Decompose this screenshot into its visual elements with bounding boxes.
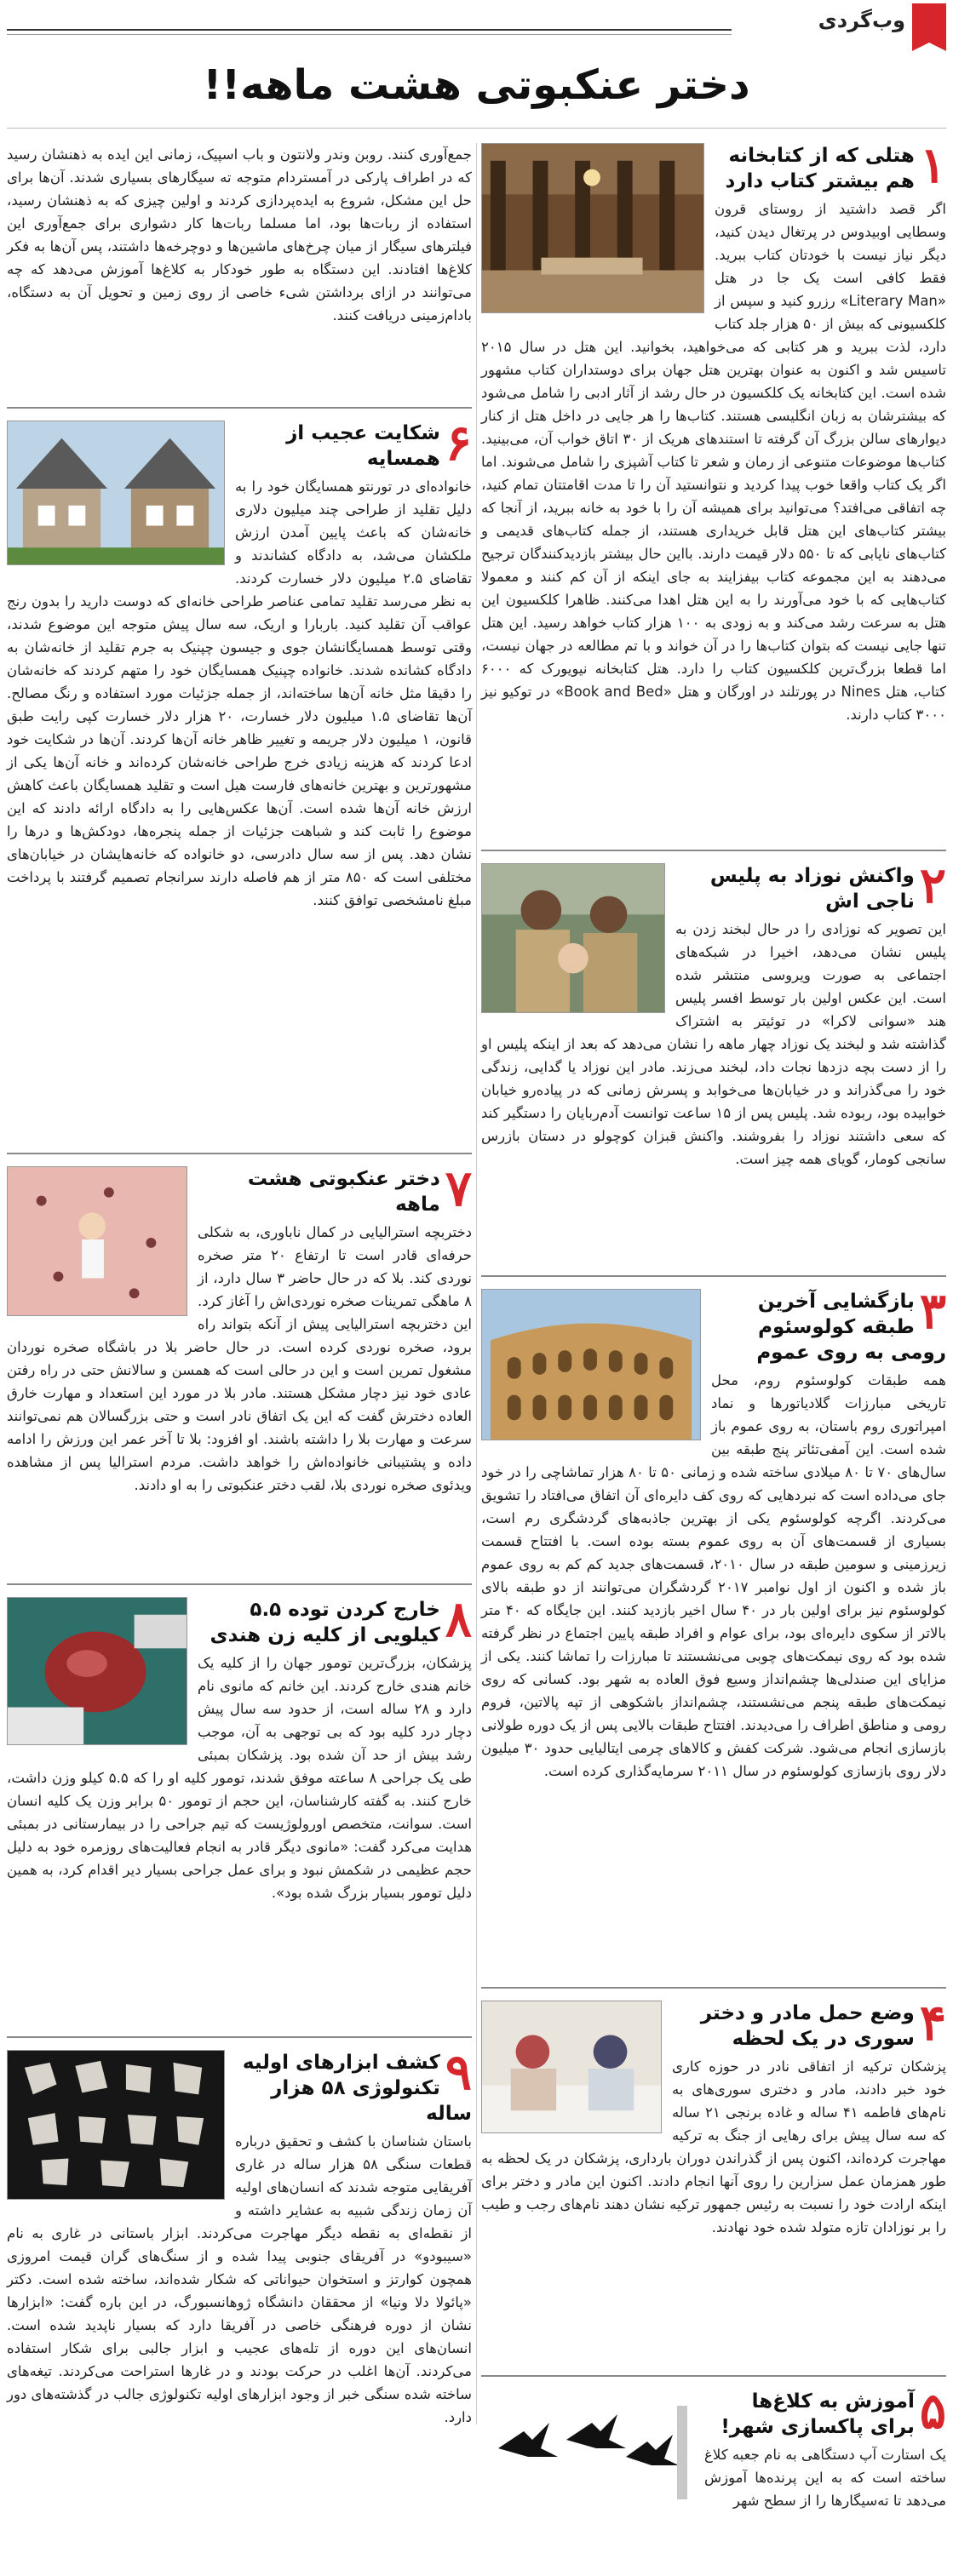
column-divider: [476, 143, 477, 2424]
story-rule: [7, 2036, 472, 2038]
story-kidney-tumor: [7, 1590, 472, 2029]
story-rule: [481, 2375, 946, 2377]
hotel-library-photo: [481, 143, 704, 313]
story-title: خارج کردن توده ۵.۵ کیلویی از کلیه زن هندی: [210, 1599, 440, 1646]
story-number: ۳: [919, 1282, 946, 1340]
story-spider-girl: [7, 1159, 473, 1577]
story-title: وضع حمل مادر و دختر سوری در یک لحظه: [700, 2002, 915, 2050]
headline-rule: [7, 128, 946, 129]
page-header: [0, 0, 953, 48]
story-number: ۹: [445, 2043, 472, 2101]
story-syrian-births: [481, 1994, 946, 2368]
story-number: ۱: [919, 136, 946, 194]
story-body: یک استارت آپ دستگاهی به نام جعبه کلاغ ساخته است که به این پرنده‌ها آموزش می‌دهد تا ته‌سیگارها را از سطح شهر: [704, 2447, 946, 2509]
story-body: دختربچه استرالیایی در کمال ناباوری، به شکلی حرفه‌ای قادر است تا ارتفاع ۲۰ متر صخره نوردی کند. بلا که در حال حاضر ۳ سال دارد، از ۸ ماهگی تمرینات صخره نوردی‌اش را آغاز کرد. این دختربچه استرالیایی پیش از آنکه بتواند راه برود، صخره نوردی کرده است. در حال حاضر بلا در باشگاه صخره نوردان مشغول تمرین است و این در حالی است که همسن و سالانش حتی در راه رفتن عادی خود نیز دچار مشکل هستند. مادر بلا در مورد این استعداد و مهارت خارق العاده دخترش گفت که این یک اتفاق نادر است و حتی بزرگسالان هم نمی‌توانند سرعت و مهارت بلا را داشته باشند. او افزود: بلا تا آخر عمر این ورزش را ادامه داده و پشتیبانی خانواده‌اش را خواهد داشت. مردم استرالیا پس از مشاهده ویدئوی صخره نوردی بلا، لقب دختر عنکبوتی را به او دادند.: [7, 1224, 473, 1493]
story-neighbor-lawsuit: [7, 414, 473, 1146]
story-rule: [481, 850, 946, 851]
story-number: ۵: [919, 2382, 946, 2440]
story-rule: [7, 1583, 472, 1585]
story-title: شکایت عجیب از همسایه: [286, 422, 440, 470]
houses-photo: [7, 421, 225, 565]
story-body: همه طبقات کولوسئوم روم، محل تاریخی مبارزات گلادیاتورها و نماد امپراتوری روم باستان، به روی عموم باز شده است. این آمفی‌تئاتر پنج طبقه بین سال‌های ۷۰ تا ۸۰ میلادی ساخته شده و زمانی ۵۰ تا ۸۰ هزار تماشاچی را در خود جای می‌داده است که نبردهایی که روی کف دایره‌ای آن اتفاق می‌افتاد را تشویق می‌کردند. اگرچه کولوسئوم یکی از بهترین جاذبه‌های گردشگری رم است، بسیاری از قسمت‌های آن به روی عموم بسته بوده است. با افتتاح قسمت زیرزمینی و سومین طبقه در سال ۲۰۱۰، قسمت‌های جدید کم کم به روی عموم باز شده و اکنون از اول نوامبر ۲۰۱۷ گردشگران می‌توانند از دو طبقه بالای کولوسئوم نیز برای اولین بار در ۴۰ سال اخیر بازدید کنند. این جایگاه که ۴۰ متر بالاتر از سکوی دایره‌ای بود، برای عوام و افراد طبقه پایین اجتماع در نظر گرفته شده بود که روی نیمکت‌های چوبی می‌نشستند تا مبارزات را تماشا کنند. یکی از مزایای این صندلی‌ها چشم‌انداز وسیع فوق العاده به شهر بود. کسانی که روی نیمکت‌های طبقه پنجم می‌نشستند، چشم‌انداز باشکوهی از تپه پالاتین، فروم رومی و مناطق اطراف را می‌دیدند. افتتاح طبقات بالایی پس از یک دوره طولانی بازسازی انجام می‌شود. شرکت کفش و کالاهای چرمی ایتالیایی حدود ۳۰ میلیون دلار روی بازسازی کولوسئوم در سال ۲۰۱۱ سرمایه‌گذاری کرده است.: [481, 1372, 947, 1779]
story-title: بازگشایی آخرین طبقه کولوسئوم رومی به روی عموم: [756, 1291, 946, 1364]
colosseum-photo: [481, 1289, 701, 1440]
story-number: ۷: [445, 1159, 472, 1217]
story-number: ۲: [919, 856, 946, 914]
story-title: کشف ابزارهای اولیه تکنولوژی ۵۸ هزار ساله: [242, 2052, 472, 2125]
section-label: وب‌گردی: [818, 9, 905, 32]
story-number: ۸: [445, 1590, 472, 1648]
header-rule: [7, 29, 732, 31]
mothers-hospital-photo: [481, 2001, 662, 2133]
surgery-photo: [7, 1597, 187, 1745]
story-title: آموزش به کلاغ‌ها برای پاکسازی شهر!: [720, 2390, 915, 2438]
story-body: پزشکان، بزرگ‌ترین تومور جهان را از کلیه یک خانم هندی خارج کردند. این خانم که مانوی نام دارد و ۲۸ ساله است، از حدود سه سال پیش دچار درد کلیه بود که بی توجهی به آن، موجب رشد بیش از حد آن شده بود. پزشکان بمبئی طی یک جراحی ۸ ساعته موفق شدند، تومور کلیه او را که ۵.۵ کیلو وزن داشت، خارج کنند. به گفته کارشناسان، این حجم از تومور ۵۰ برابر وزن یک کلیه انسان است. سوانت، متخصص اورولوژیست که تیم جراحی را در بیمارستانی در بمبئی هدایت می‌کرد گفت: «مانوی دیگر قادر به انجام فعالیت‌های روزمره خود به دلیل حجم عظیمی در شکمش نبود و برای عمل جراحی بسیار دیر اقدام کرد، به همین دلیل تومور بسیار بزرگ شده بود».: [7, 1655, 472, 1901]
story-hotel-books: [481, 136, 947, 843]
story-number: ۶: [445, 414, 472, 472]
story-title: واکنش نوزاد به پلیس ناجی اش: [709, 865, 915, 913]
baby-police-photo: [481, 863, 665, 1013]
story-ancient-tools: [7, 2043, 472, 2576]
section-flag-icon: [912, 3, 946, 43]
story-title: هتلی که از کتابخانه هم بیشتر کتاب دارد: [725, 145, 915, 192]
stone-tools-photo: [7, 2050, 225, 2200]
page-headline: دختر عنکبوتی هشت ماهه!!: [203, 61, 750, 109]
story-body: خانواده‌ای در تورنتو همسایگان خود را به دلیل تقلید از طراحی چند میلیون دلاری خانه‌شان که باعث پایین آمدن ارزش ملکشان می‌شد، به دادگاه کشاندند و تقاضای ۲.۵ میلیون دلار خسارت کردند. به نظر می‌رسد تقلید تمامی عناصر طراحی خانه‌ای که دوست دارید را بدون رنج عواقب آن تقلید کنید. باربارا و اریک، سه سال پیش متوجه این موضوع شدند، وقتی توسط همسایگانشان جوی و جیسون چپنیک به جرم تقلید از خانه‌شان به دادگاه کشانده شدند. خانواده چپنیک همسایگان خود را متهم کردند که خانه‌شان را دقیقا مثل خانه آن‌ها ساخته‌اند، از جمله جزئیات مورد استفاده و رنگ مصالح. آن‌ها تقاضای ۱.۵ میلیون دلار خسارت، ۲۰ هزار دلار خسارت کپی رایت طبق قانون، ۱ میلیون دلار جریمه و تغییر ظاهر خانه آن‌ها کردند. آن‌ها در شکایت خود ادعا کردند که هزینه زیادی خرج طراحی خانه‌شان کرده‌اند و خانه آن‌ها یکی از مشهورترین و بهترین خانه‌های فارست هیل است و تقلید همسایگان باعث کاهش ارزش خانه آن‌ها شده است. آن‌ها عکس‌هایی را به دادگاه ارائه دادند که این موضوع را ثابت کند و شباهت جزئیات از جمله پنجره‌ها، دودکش‌ها و درها را نشان دهد. پس از سه سال دادرسی، دو خانواده که خانه‌هایشان در خیابان‌های مختلفی است که ۸۵۰ متر از هم فاصله دارند سرانجام تصمیم گرفتند با پرداخت مبلغ نامشخصی توافق کنند.: [7, 478, 473, 908]
story-crows: [481, 2382, 946, 2576]
story-body: جمع‌آوری کنند. روبن وندر ولانتون و باب اسپیک، زمانی این ایده به ذهنشان رسید که در اطراف پارکی در آمستردام متوجه ته سیگارهای بسیاری شدند. آن‌ها برای حل این مشکل، شروع به ایده‌پردازی کردند و اولین چیزی که به ذهنشان رسید، استفاده از ربات‌ها بود، اما مسلما ربات‌ها کار دشواری برای جمع‌آوری این فیلترهای سیگار از میان چرخ‌های ماشین‌ها و دوچرخه‌ها داشتند، پس آن‌ها به فکر کلاغ‌ها افتادند. این دستگاه به طور خودکار به کلاغ‌ها آموزش می‌دهد که چه می‌توانند در ازای برداشتن شیء خاصی از روی زمین و تحویل آن به دستگاه، بادام‌زمینی دریافت کنند.: [7, 146, 472, 323]
story-rule: [7, 407, 472, 409]
story-body: اگر قصد داشتید از روستای قرون وسطایی اوبیدوس در پرتغال دیدن کنید، دیگر نیاز نیست با خودتان کتاب ببرید. فقط کافی است یک جا در هتل «Literary Man» رزرو کنید و سپس از کلکسیونی که بیش از ۵۰ هزار جلد کتاب دارد، لذت ببرید و هر کتابی که می‌خواهید، بخوانید. این هتل در سال ۲۰۱۵ تاسیس شد و اکنون به عنوان بهترین هتل جهان برای دوستداران کتاب مشهور شده است. این کتابخانه یک کلکسیون در حال رشد از آثار ادبی را شامل می‌شود که بیشترشان به زبان انگلیسی هستند. کتاب‌ها را هر جایی در داخل هتل از کنار دیوارهای سالن بزرگ آن گرفته تا استندهای هریک از ۳۰ اتاق خواب آن، می‌بینید. کتاب‌ها موضوعات متنوعی از رمان و شعر تا کتاب آشپزی را شامل می‌شوند. اما اگر یک کتاب واقعا خوب پیدا کردید و نتوانستید آن را تا مدت اقامتتان تمام کنید، چه اتفاقی می‌افتد؟ می‌توانید برای همیشه آن را با خود به خانه ببرید، از آنجا که بیشتر کتاب‌های این هتل قابل خریداری هستند، از جمله کتاب‌های قدیمی و کتاب‌های نایابی که تا ۵۵۰ دلار قیمت دارند. بااین حال بیشتر بازدیدکنندگان ترجیح می‌دهند به این مجموعه کتاب بیفزایند به جای اینکه از آن کم کنند و معمولا کتاب‌هایی که با خود می‌آورند را به این هتل اهدا می‌کنند. ظاهرا کلکسیون این هتل به سرعت رشد می‌کند و به زودی به ۱۰۰ هزار کتاب خواهد رسید. این هتل تنها جایی نیست که بتوان کتاب‌ها را در آن خواند و با تم مطالعه در جهان نیست، اما قطعا بزرگ‌ترین کلکسیون کتاب را دارد. هتل کتابخانه نیویورک که ۶۰۰۰ کتاب، هتل Nines در پورتلند در اورگان و هتل «Book and Bed» در توکیو نیز ۳۰۰۰ کتاب دارند.: [481, 201, 947, 723]
crows-illustration: [481, 2389, 694, 2508]
story-rule: [481, 1275, 946, 1277]
climbing-girl-photo: [7, 1166, 187, 1316]
story-rule: [7, 1153, 472, 1154]
story-rule: [481, 1987, 946, 1989]
story-crows-continued: [7, 143, 472, 398]
story-title: دختر عنکبوتی هشت ماهه: [247, 1168, 440, 1216]
story-baby-police: [481, 856, 946, 1268]
story-body: باستان شناسان با کشف و تحقیق درباره قطعات سنگی ۵۸ هزار ساله در غاری آفریقایی متوجه شدند که انسان‌های اولیه آن زمان زندگی شبیه به عشایر داشته و از نقطه‌ای به نقطه دیگر مهاجرت می‌کردند. ابزار باستانی در غاری به نام «سیبودو» در آفریقای جنوبی پیدا شده و از سنگ‌های گران قیمت امروزی همچون کوارتز و استخوان حیواناتی که شکار شده‌اند، ساخته شده است. دکتر «پائولا دلا ونیا» از محققان دانشگاه ژوهانسبورگ، در این باره گفت: «ابزارها نشان از دوره فرهنگی خاصی در آفریقا دارد که بسیار ناپدید شده است. انسان‌های این دوره از تله‌های عجیب و ابزار جالبی برای شکار استفاده می‌کردند. آن‌ها اغلب در حرکت بودند و در غارها استراحت می‌کردند. تیغه‌های ساخته شده سنگی خبر از وجود ابزارهای اولیه تکنولوژی جالب در گذشته‌های دور دارد.: [7, 2133, 472, 2425]
story-body: این تصویر که نوزادی را در حال لبخند زدن به پلیس نشان می‌دهد، اخیرا در شبکه‌های اجتماعی به صورت ویروسی منتشر شده است. این عکس اولین بار توسط افسر پلیس هند «سوانی لاکرا» در توئیتر به اشتراک گذاشته شد و لبخند یک نوزاد چهار ماهه را نشان می‌دهد که بعد از اینکه پلیس او را از دست بچه دزدها نجات داد، لبخند می‌زند. مادر این نوزاد یا گدایی، زندگی خود را می‌گذراند و در خیابان‌ها می‌خوابد و پسرش زمانی که در پیاده‌رو خیابان خوابیده بود، ربوده شد. پلیس پس از ۱۵ ساعت توانست آدم‌ربایان را دستگیر کند که سعی داشتند نوزاد را بفروشند. واکنش قبزان کوچولو در دستان بازرس سانجی کومار، گویای همه چیز است.: [481, 921, 946, 1167]
header-rule-thin: [7, 34, 732, 35]
story-body: پزشکان ترکیه از اتفاقی نادر در حوزه کاری خود خبر دادند، مادر و دختری سوری‌های به نام‌های فاطمه ۴۱ ساله و غاده برنجی ۲۱ ساله که سه سال پیش برای رهایی از جنگ به ترکیه مهاجرت کرده‌اند، اکنون پس از گذراندن دوران بارداری، پزشکان در یک لحظه به طور همزمان عمل سزارین را روی آنها انجام دادند. اکنون این مادر و دختر برای اینکه ارادت خود را نسبت به رئیس جمهور ترکیه نشان دهند نام‌های رجب و طیب را بر نوزادان تازه متولد شده خود نهادند.: [481, 2058, 946, 2235]
story-colosseum: [481, 1282, 947, 1980]
story-number: ۴: [919, 1994, 946, 2052]
